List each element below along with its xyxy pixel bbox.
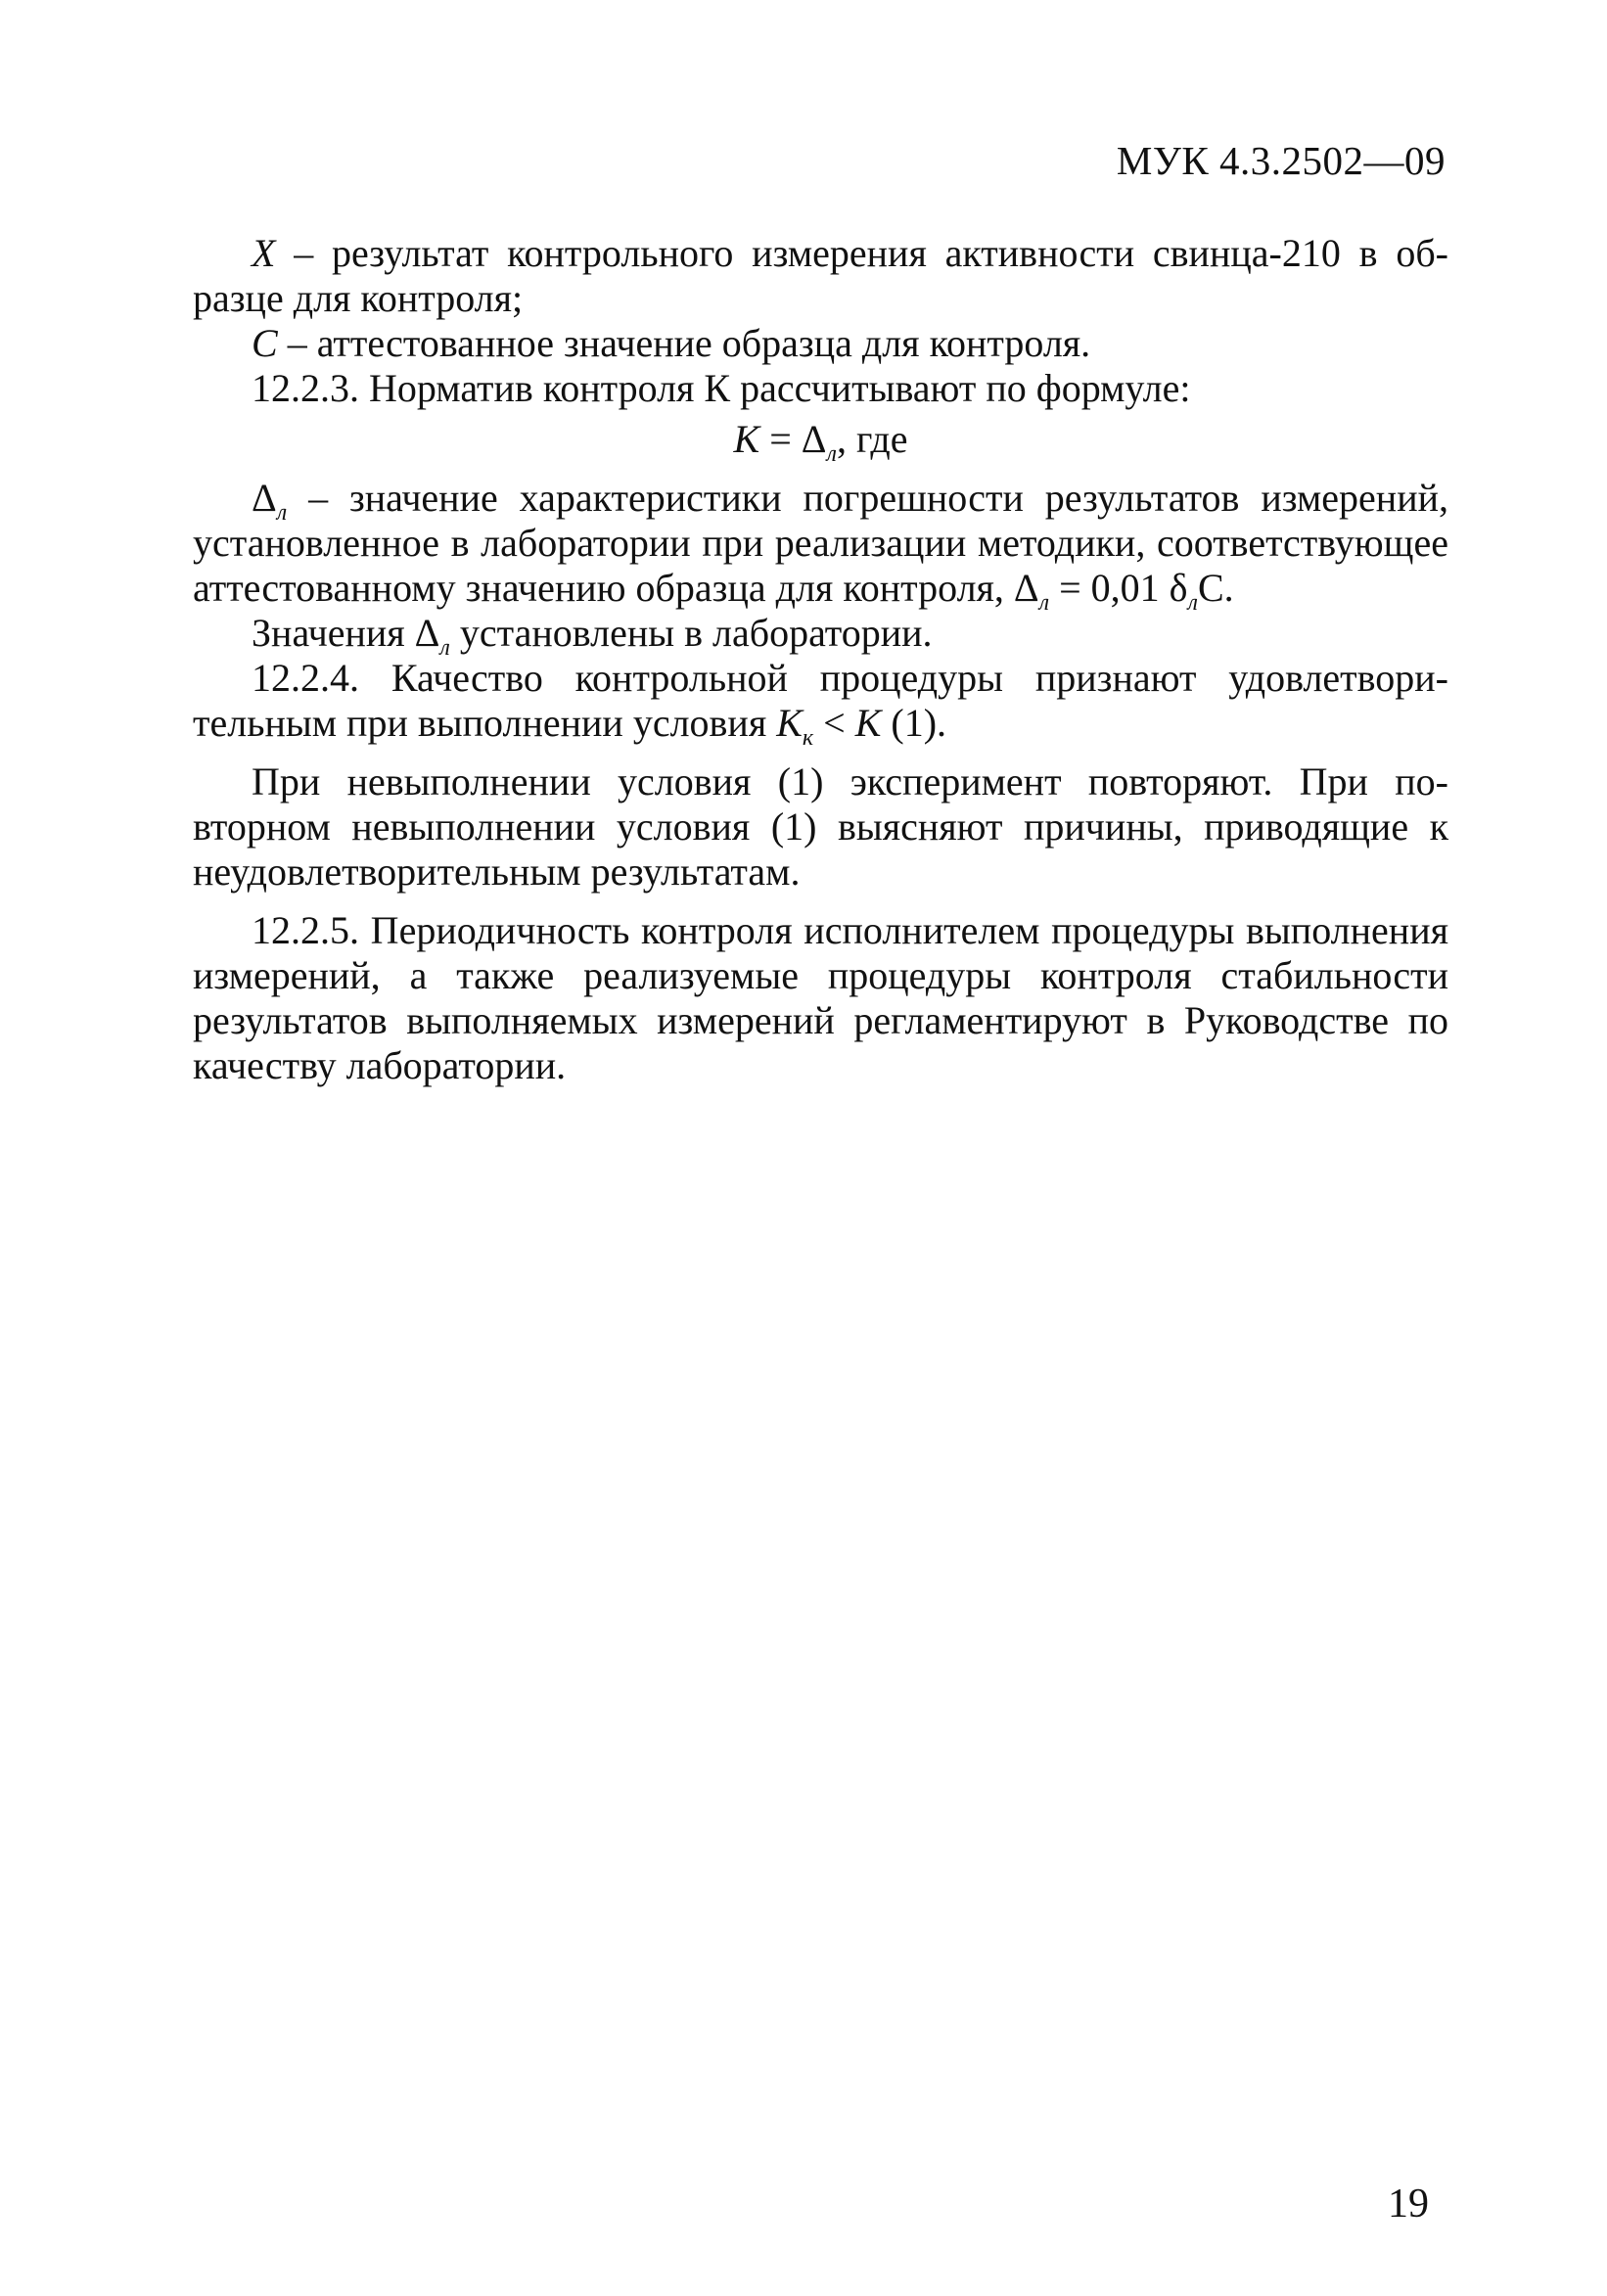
paragraph-12-2-3 <box>193 366 1448 411</box>
paragraph-text: – значение характеристики погрешности результатов измерений, установленное в лаборатории при реализации методики, соответствующее аттестованному значению образца для контроля, Δ <box>193 476 1448 610</box>
paragraph-delta-values <box>193 611 1448 661</box>
paragraph-text: 12.2.4. Качество контрольной процедуры признают удовлетворительным при выполнении условия <box>193 656 1448 745</box>
delta-subscript-3: л <box>1187 590 1198 616</box>
formula-subscript: л <box>826 441 837 467</box>
condition-number: (1). <box>881 701 947 745</box>
paragraph-repeat <box>193 759 1448 895</box>
paragraph-12-2-5 <box>193 908 1448 1088</box>
formula-lhs: K <box>733 417 760 461</box>
paragraph-text-2: = 0,01 δ <box>1049 566 1188 610</box>
variable-k-k: K <box>776 701 803 745</box>
delta-subscript-2: л <box>1038 590 1050 616</box>
delta-subscript: л <box>276 500 288 526</box>
k-subscript: к <box>802 725 814 751</box>
formula-k <box>193 417 1448 467</box>
variable-c: C <box>252 321 278 365</box>
delta-subscript: л <box>439 635 450 661</box>
less-than: < <box>813 701 855 745</box>
document-body <box>193 231 1448 1088</box>
paragraph-text: 12.2.5. Периодичность контроля исполнителем процедуры выполнения измерений, а также реализуемые процедуры контроля стабильности результатов выполняемых измерений регламентируют в Руководстве по качеству лаборатории. <box>193 908 1448 1087</box>
paragraph-text: – результат контрольного измерения активности свинца-210 в образце для контроля; <box>193 231 1448 320</box>
paragraph-delta-definition <box>193 476 1448 616</box>
formula-eq: = Δ <box>759 417 827 461</box>
paragraph-text: – аттестованное значение образца для контроля. <box>277 321 1091 365</box>
paragraph-text: При невыполнении условия (1) эксперимент повторяют. При повторном невыполнении условия (1) выясняют причины, приводящие к неудовлетворительным результатам. <box>193 759 1448 894</box>
paragraph-x-definition <box>193 231 1448 321</box>
document-code-header: МУК 4.3.2502—09 <box>1116 138 1446 183</box>
variable-k: K <box>854 701 882 745</box>
paragraph-text-2: установлены в лаборатории. <box>449 611 933 655</box>
paragraph-text: 12.2.3. Норматив контроля К рассчитывают по формуле: <box>252 366 1191 410</box>
formula-tail: , где <box>836 417 908 461</box>
paragraph-c-definition <box>193 321 1448 366</box>
delta-symbol: Δ <box>252 476 277 520</box>
paragraph-12-2-4 <box>193 656 1448 751</box>
page-number: 19 <box>1388 2181 1429 2227</box>
variable-x: X <box>252 231 276 275</box>
paragraph-text: Значения Δ <box>252 611 440 655</box>
paragraph-text-3: С. <box>1198 566 1234 610</box>
